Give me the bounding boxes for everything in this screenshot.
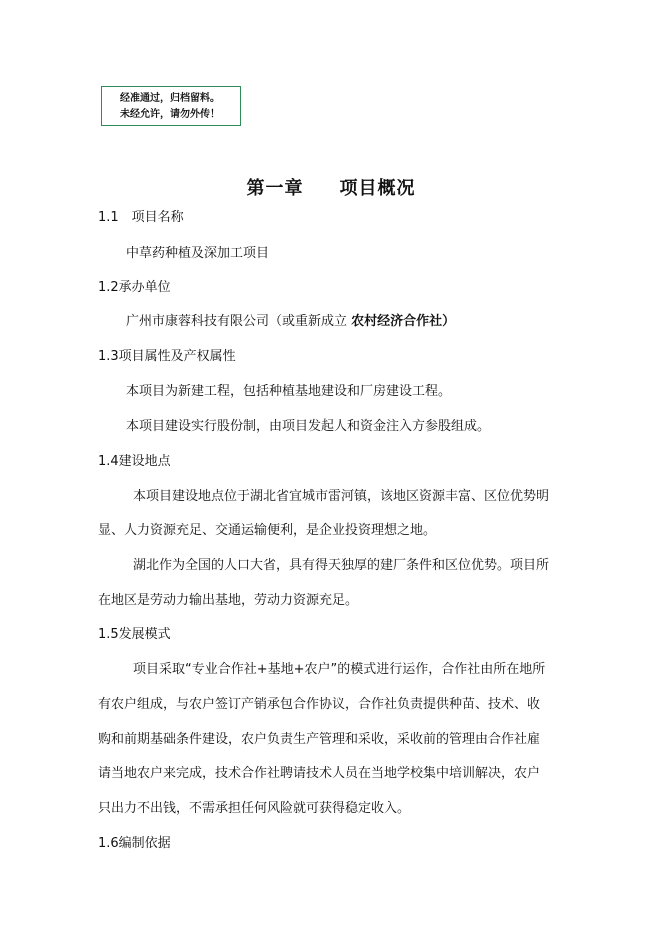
section-text-1-5-l2: 有农户组成，与农户签订产销承包合作协议，合作社负责提供种苗、技术、收 — [98, 697, 541, 712]
chapter-name: 项目概况 — [339, 178, 416, 199]
chapter-title — [0, 174, 662, 200]
section-text-1-5-l3: 购和前期基础条件建设，农户负责生产管理和采收，采收前的管理由合作社雇 — [98, 732, 541, 747]
chapter-number: 第一章 — [246, 178, 304, 199]
cooperative-name: 农村经济合作社） — [351, 314, 456, 329]
section-text-1-4-p2-l1: 湖北作为全国的人口大省，具有得天独厚的建厂条件和区位优势。项目所 — [133, 558, 550, 573]
stamp-line-1: 经准通过，归档留料。 — [120, 93, 220, 104]
organizer-name: 广州市康蓉科技有限公司（或重新成立 — [126, 314, 348, 329]
section-text-1-5-l1: 项目采取“专业合作社+基地+农户”的模式进行运作，合作社由所在地所 — [133, 662, 546, 677]
section-text-1-3-p2: 本项目建设实行股份制，由项目发起人和资金注入方参股组成。 — [126, 419, 491, 434]
section-heading-1-4: 1.4建设地点 — [98, 454, 171, 469]
section-heading-1-6: 1.6编制依据 — [98, 836, 171, 851]
section-text-1-3-p1: 本项目为新建工程，包括种植基地建设和厂房建设工程。 — [126, 384, 452, 399]
section-heading-1-3: 1.3项目属性及产权属性 — [98, 349, 236, 364]
section-heading-1-1: 1.1 项目名称 — [98, 210, 184, 225]
approval-stamp — [101, 86, 241, 126]
section-heading-1-5: 1.5发展模式 — [98, 627, 171, 642]
section-heading-1-2: 1.2承办单位 — [98, 280, 171, 295]
section-text-1-5-l4: 请当地农户来完成，技术合作社聘请技术人员在当地学校集中培训解决，农户 — [98, 766, 541, 781]
section-text-1-4-p2-l2: 在地区是劳动力输出基地，劳动力资源充足。 — [98, 593, 359, 608]
section-text-1-2 — [126, 313, 455, 331]
section-text-1-1: 中草药种植及深加工项目 — [126, 246, 270, 261]
stamp-line-2: 未经允许，请勿外传！ — [120, 109, 220, 120]
section-text-1-4-p1-l2: 显、人力资源充足、交通运输便利，是企业投资理想之地。 — [98, 523, 437, 538]
section-text-1-5-l5: 只出力不出钱，不需承担任何风险就可获得稳定收入。 — [98, 801, 411, 816]
section-text-1-4-p1-l1: 本项目建设地点位于湖北省宜城市雷河镇，该地区资源丰富、区位优势明 — [133, 489, 550, 504]
